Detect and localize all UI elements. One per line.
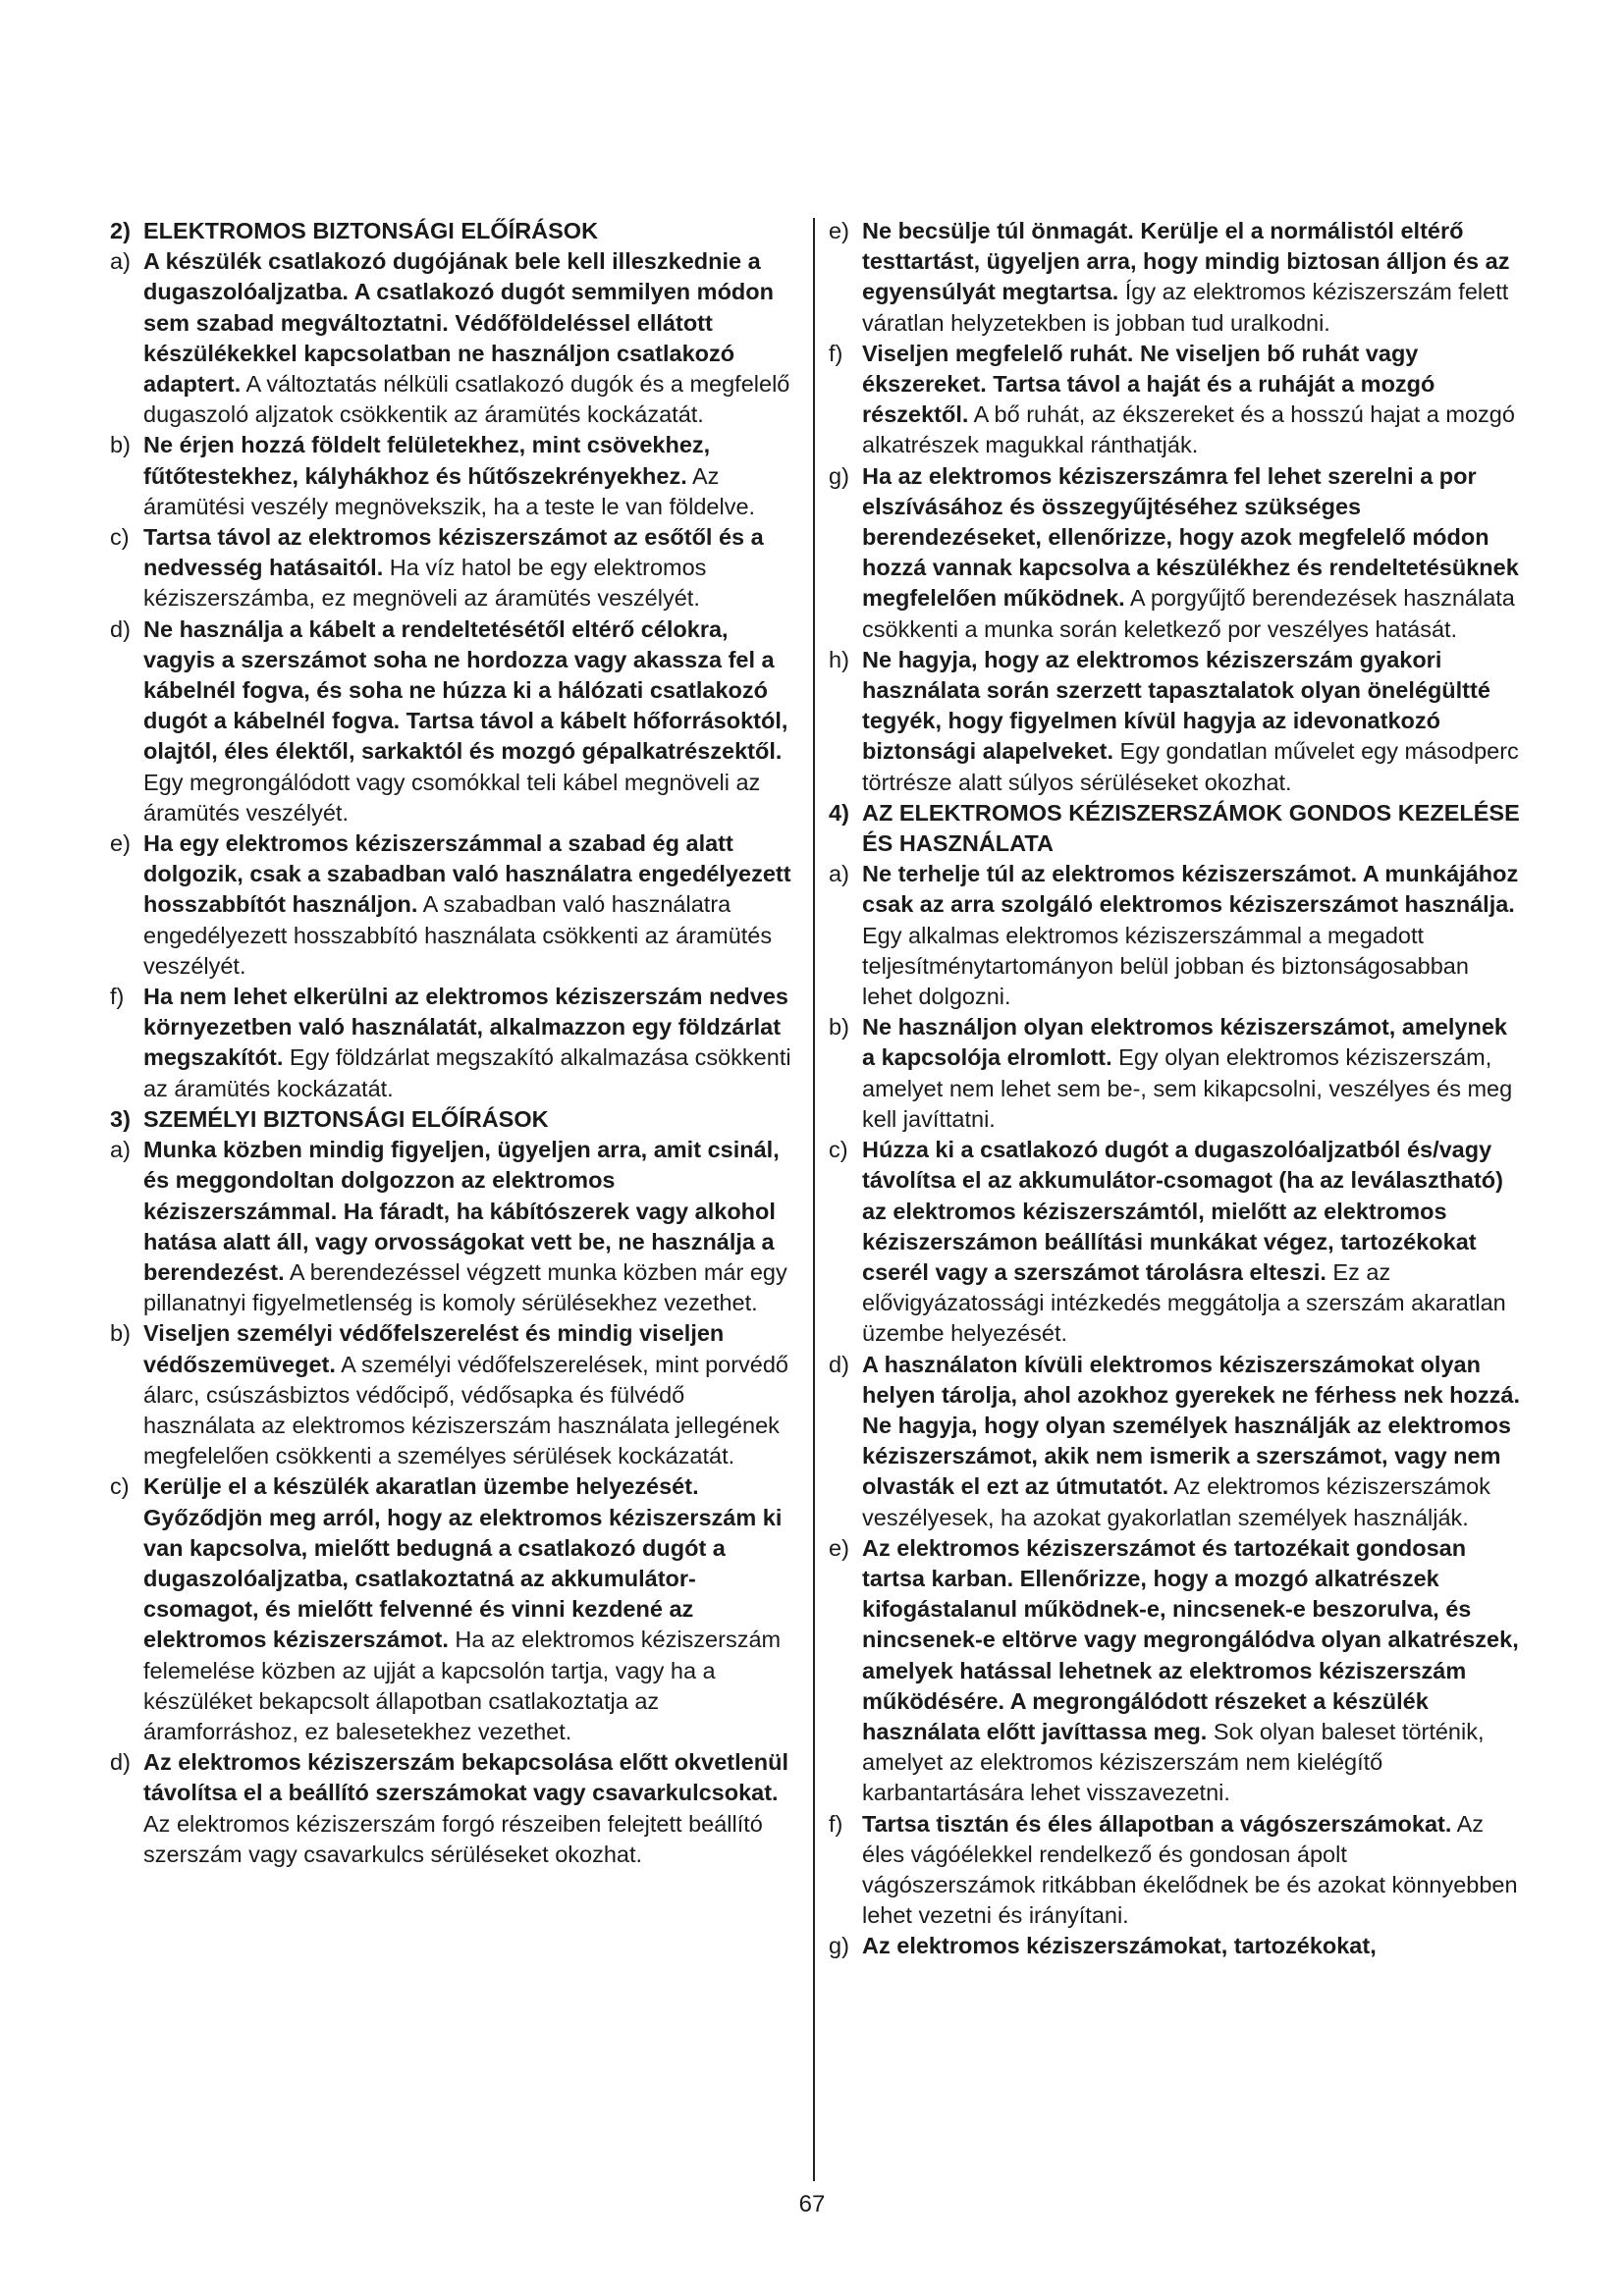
list-item — [110, 430, 797, 522]
list-item — [110, 614, 797, 828]
list-item — [829, 1350, 1520, 1533]
item-normal-text: Az elektromos kéziszerszámok veszélyesek, ha azokat gyakorlatlan személyek használják. — [862, 1473, 1490, 1530]
item-letter: f) — [110, 984, 125, 1010]
item-normal-text: A berendezéssel végzett munka közben már egy pillanatnyi figyelmetlenség is komoly sérülésekhez vezethet. — [143, 1258, 787, 1316]
item-bold-text: Az elektromos kéziszerszámot és tartozékait gondosan tartsa karban. Ellenőrizze, hogy a mozgó alkatrészek kifogástalanul működnek-e, nincsenek-e beszorulva, és nincsenek-e eltörve vagy megrongálódva olyan alkatrészek, amelyek hatással lehetnek az elektromos kéziszerszám működésére. A megrongálódott részeket a készülék használata előtt javíttassa meg. — [862, 1534, 1519, 1744]
item-letter: d) — [829, 1351, 849, 1377]
item-letter: e) — [829, 218, 849, 243]
item-bold-text: Ha nem lehet elkerülni az elektromos kéziszerszám nedves környezetben való használatát, alkalmazzon egy földzárlat megszakítót. — [143, 984, 788, 1071]
item-letter: h) — [829, 646, 849, 672]
item-letter: g) — [829, 462, 849, 489]
section-title: SZEMÉLYI BIZTONSÁGI ELŐÍRÁSOK — [143, 1105, 549, 1132]
section-2-heading — [110, 216, 797, 246]
item-letter: e) — [829, 1534, 849, 1561]
item-normal-text: A változtatás nélküli csatlakozó dugók és a megfelelő dugaszoló aljzatok csökkentik az áramütés kockázatát. — [143, 371, 790, 428]
item-letter: a) — [110, 248, 131, 275]
item-letter: a) — [110, 1137, 131, 1163]
list-item — [829, 461, 1520, 645]
item-letter: g) — [829, 1933, 849, 1959]
item-letter: d) — [110, 1749, 131, 1776]
item-normal-text: Egy alkalmas elektromos kéziszerszámmal a megadott teljesítménytartományon belül jobban és biztonságosabban lehet dolgozni. — [862, 922, 1469, 1010]
item-letter: a) — [829, 861, 849, 887]
item-normal-text: Az elektromos kéziszerszám forgó részeiben felejtett beállító szerszám vagy csavarkulcs sérüléseket okozhat. — [143, 1810, 763, 1867]
item-bold-text: Ne terhelje túl az elektromos kéziszerszámot. A munkájához csak az arra szolgáló elektromos kéziszerszámot használja. — [862, 861, 1519, 918]
left-column — [110, 216, 797, 1870]
list-item — [110, 1747, 797, 1870]
item-letter: b) — [110, 432, 131, 458]
item-normal-text: Ha az elektromos kéziszerszám felemelése közben az ujját a kapcsolón tartja, vagy ha a készüléket bekapcsolt állapotban csatlakoztatja az áramforráshoz, ez balesetekhez vezethet. — [143, 1627, 782, 1744]
item-normal-text: Az éles vágóélekkel rendelkező és gondosan ápolt vágószerszámok ritkábban ékelődnek be és azokat könnyebben lehet vezetni és irányítani. — [862, 1810, 1518, 1929]
list-item — [110, 982, 797, 1104]
section-4-heading — [829, 798, 1520, 859]
section-number: 3) — [110, 1105, 131, 1132]
list-item — [829, 1533, 1520, 1809]
item-normal-text: Egy földzárlat megszakító alkalmazása csökkenti az áramütés kockázatát. — [143, 1044, 791, 1101]
item-bold-text: Viseljen személyi védőfelszerelést és mindig viseljen védőszemüveget. — [143, 1320, 725, 1377]
item-bold-text: Viseljen megfelelő ruhát. Ne viseljen bő ruhát vagy ékszereket. Tartsa távol a haját és a ruháját a mozgó részektől. — [862, 340, 1435, 428]
list-item — [110, 522, 797, 614]
item-bold-text: Ne érjen hozzá földelt felületekhez, mint csövekhez, fűtőtestekhez, kályhákhoz és hűtőszekrényekhez. — [143, 432, 711, 489]
item-normal-text: A porgyűjtő berendezések használata csökkenti a munka során keletkező por veszélyes hatását. — [862, 585, 1515, 642]
section-3-heading — [110, 1104, 797, 1135]
list-item — [829, 645, 1520, 798]
list-item — [829, 339, 1520, 461]
item-normal-text: Az áramütési veszély megnövekszik, ha a teste le van földelve. — [143, 462, 756, 519]
item-letter: c) — [110, 1473, 130, 1500]
item-letter: c) — [110, 524, 130, 551]
item-bold-text: Tartsa távol az elektromos kéziszerszámot az esőtől és a nedvesség hatásaitól. — [143, 524, 764, 581]
item-bold-text: Húzza ki a csatlakozó dugót a dugaszolóaljzatból és/vagy távolítsa el az akkumulátor-csomagot (ha az leválasztható) az elektromos kéziszerszámtól, mielőtt az elektromos kéziszerszámon beállítási munkákat végez, tartozékokat cserél vagy a szerszámot tárolásra elteszi. — [862, 1137, 1503, 1285]
item-letter: e) — [110, 830, 131, 857]
column-divider — [813, 218, 815, 2181]
item-bold-text: Az elektromos kéziszerszámokat, tartozékokat, — [862, 1933, 1377, 1959]
item-normal-text: A bő ruhát, az ékszereket és a hosszú hajat a mozgó alkatrészek magukkal ránthatják. — [862, 401, 1515, 458]
item-letter: f) — [829, 340, 843, 366]
item-letter: b) — [110, 1320, 131, 1347]
item-bold-text: Ne használjon olyan elektromos kéziszerszámot, amelynek a kapcsolója elromlott. — [862, 1014, 1507, 1071]
item-letter: f) — [829, 1810, 843, 1837]
list-item — [110, 246, 797, 430]
item-bold-text: Ne használja a kábelt a rendeltetésétől eltérő célokra, vagyis a szerszámot soha ne hordozza vagy akassza fel a kábelnél fogva, és soha ne húzza ki a hálózati csatlakozó dugót a kábelnél fogva. Tartsa távol a kábelt hőforrásoktól, olajtól, éles élektől, sarkaktól és mozgó gépalkatrészektől. — [143, 615, 788, 765]
item-normal-text: Sok olyan baleset történik, amelyet az elektromos kéziszerszám nem kielégítő karbantartására lehet visszavezetni. — [862, 1718, 1485, 1806]
list-item — [829, 1931, 1520, 1961]
item-bold-text: Kerülje el a készülék akaratlan üzembe helyezését. Győződjön meg arról, hogy az elektromos kéziszerszám ki van kapcsolva, mielőtt bedugná a csatlakozó dugót a dugaszolóaljzatba, csatlakoztatná az akkumulátor-csomagot, és mielőtt felvenné és vinni kezdené az elektromos kéziszerszámot. — [143, 1473, 783, 1653]
right-column — [829, 216, 1520, 1962]
item-bold-text: Az elektromos kéziszerszám bekapcsolása előtt okvetlenül távolítsa el a beállító szerszámokat vagy csavarkulcsokat. — [143, 1749, 788, 1806]
item-bold-text: A készülék csatlakozó dugójának bele kell illeszkednie a dugaszolóaljzatba. A csatlakozó dugót semmilyen módon sem szabad megváltoztatni. Védőföldeléssel ellátott készülékekkel kapcsolatban ne használjon csatlakozó adaptert. — [143, 248, 774, 398]
item-bold-text: Tartsa tisztán és éles állapotban a vágószerszámokat. — [862, 1810, 1452, 1837]
item-bold-text: Munka közben mindig figyeljen, ügyeljen arra, amit csinál, és meggondoltan dolgozzon az elektromos kéziszerszámmal. Ha fáradt, ha kábítószerek vagy alkohol hatása alatt áll, vagy orvosságokat vett be, ne használja a berendezést. — [143, 1137, 780, 1285]
item-bold-text: Ne hagyja, hogy az elektromos kéziszerszám gyakori használata során szerzett tapasztalatok olyan önelégültté tegyék, hogy figyelmen kívül hagyja az idevonatkozó biztonsági alapelveket. — [862, 646, 1490, 765]
item-bold-text: Ne becsülje túl önmagát. Kerülje el a normálistól eltérő testtartást, ügyeljen arra, hogy mindig biztosan álljon és az egyensúlyát megtartsa. — [862, 218, 1510, 305]
item-bold-text: Ha egy elektromos kéziszerszámmal a szabad ég alatt dolgozik, csak a szabadban való használatra engedélyezett hosszabbítót használjon. — [143, 830, 791, 918]
item-bold-text: A használaton kívüli elektromos kéziszerszámokat olyan helyen tárolja, ahol azokhoz gyerekek ne férhess nek hozzá. Ne hagyja, hogy olyan személyek használják az elektromos kéziszerszámot, akik nem ismerik a szerszámot, vagy nem olvasták el ezt az útmutatót. — [862, 1351, 1520, 1500]
item-bold-text: Ha az elektromos kéziszerszámra fel lehet szerelni a por elszívásához és összegyűjtéséhez szükséges berendezéseket, ellenőrizze, hogy azok megfelelő módon hozzá vannak kapcsolva a készülékhez és rendeltetésüknek megfelelően működnek. — [862, 462, 1519, 612]
list-item — [110, 1135, 797, 1318]
list-item — [829, 859, 1520, 1012]
page-number: 67 — [798, 2191, 826, 2217]
list-item — [829, 1012, 1520, 1135]
item-normal-text: Egy megrongálódott vagy csomókkal teli kábel megnöveli az áramütés veszélyét. — [143, 769, 761, 826]
list-item — [829, 1809, 1520, 1932]
list-item — [829, 216, 1520, 339]
item-letter: b) — [829, 1014, 849, 1041]
item-normal-text: Egy olyan elektromos kéziszerszám, amelyet nem lehet sem be-, sem kikapcsolni, veszélyes és meg kell javíttatni. — [862, 1044, 1513, 1132]
list-item — [110, 1471, 797, 1747]
section-title: ELEKTROMOS BIZTONSÁGI ELŐÍRÁSOK — [143, 218, 599, 243]
item-letter: c) — [829, 1137, 848, 1163]
item-normal-text: Így az elektromos kéziszerszám felett váratlan helyzetekben is jobban tud uralkodni. — [862, 279, 1509, 336]
item-normal-text: A szabadban való használatra engedélyezett hosszabbító használata csökkenti az áramütés veszélyét. — [143, 891, 773, 979]
list-item — [110, 828, 797, 982]
item-normal-text: Ez az elővigyázatossági intézkedés meggátolja a szerszám akaratlan üzembe helyezését. — [862, 1258, 1506, 1347]
item-letter: d) — [110, 615, 131, 642]
section-title: AZ ELEKTROMOS KÉZISZERSZÁMOK GONDOS KEZELÉSE ÉS HASZNÁLATA — [862, 799, 1520, 857]
list-item — [829, 1135, 1520, 1349]
item-normal-text: A személyi védőfelszerelések, mint porvédő álarc, csúszásbiztos védőcipő, védősapka és fülvédő használata az elektromos kéziszerszám használata jellegének megfelelően csökkenti a személyes sérülések kockázatát. — [143, 1351, 788, 1469]
section-number: 4) — [829, 799, 849, 826]
item-normal-text: Egy gondatlan művelet egy másodperc törtrésze alatt súlyos sérüléseket okozhat. — [862, 738, 1519, 795]
item-normal-text: Ha víz hatol be egy elektromos kéziszerszámba, ez megnöveli az áramütés veszélyét. — [143, 555, 707, 612]
section-number: 2) — [110, 218, 131, 243]
list-item — [110, 1318, 797, 1471]
